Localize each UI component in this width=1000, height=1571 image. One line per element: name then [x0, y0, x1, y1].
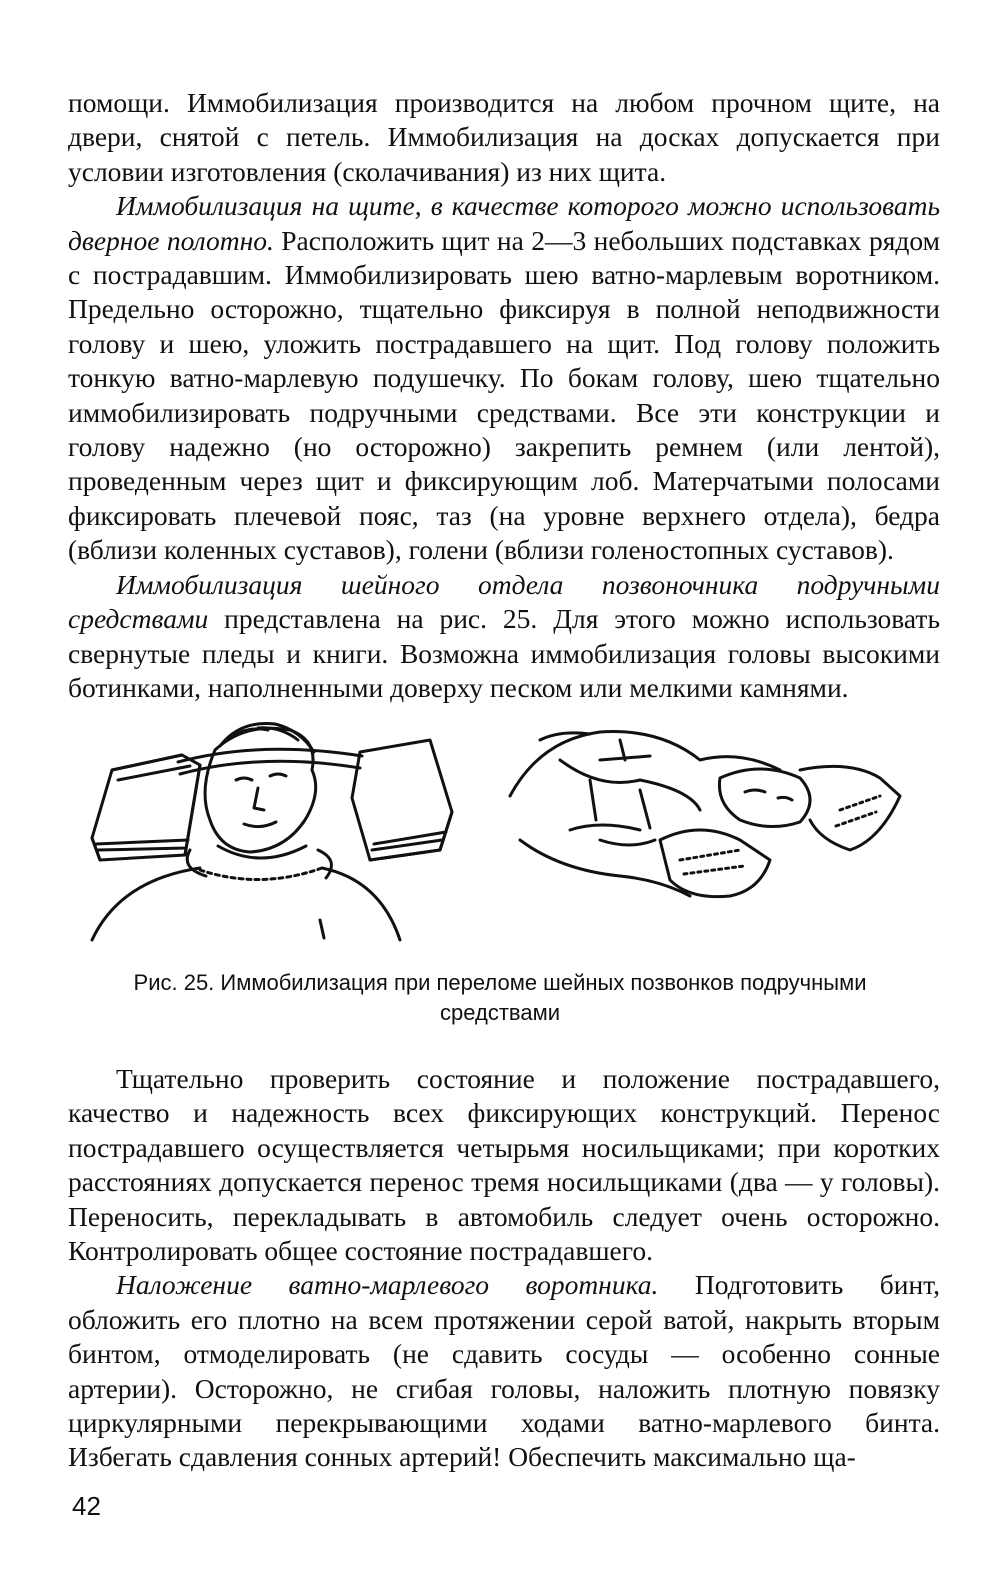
figure-caption: Рис. 25. Иммобилизация при переломе шейных позвонков подручными средствами — [133, 970, 867, 1025]
paragraph-lead-italic: Наложение ватно-марлевого воротника. — [116, 1269, 659, 1301]
paragraph-body: Подготовить бинт, обложить его плотно на всем протяжении серой ватой, накрыть вторым бинтом, отмоделировать (не сдавить сосуды — особенно сонные артерии). Осторожно, не сгибая головы, наложить плотную повязку циркулярными перекрывающими ходами ватно-марлевого бинта. Избегать сдавления сонных артерий! Обеспечить максимально ща- — [68, 1269, 940, 1473]
paragraph-body: Расположить щит на 2—3 небольших подставках рядом с пострадавшим. Иммобилизировать шею ватно-марлевым воротником. Предельно осторожно, тщательно фиксируя в полной неподвижности голову и шею, уложить пострадавшего на щит. Под голову положить тонкую ватно-марлевую подушечку. По бокам голову, шею тщательно иммобилизировать подручными средствами. Все эти конструкции и голову надежно (но осторожно) закрепить ремнем (или лентой), проведенным через щит и фиксирующим лоб. Матерчатыми полосами фиксировать плечевой пояс, таз (на уровне верхнего отдела), бедра (вблизи коленных суставов), голени (вблизи голеностопных суставов). — [68, 224, 940, 566]
paragraph-check-and-transport: Тщательно проверить состояние и положение пострадавшего, качество и надежность всех фиксирующих конструкций. Перенос пострадавшего осуществляется четырьмя носильщиками; при коротких расстояниях допускается перенос тремя носильщиками (два — у головы). Переносить, перекладывать в автомобиль следует очень осторожно. Контролировать общее состояние пострадавшего. — [68, 1063, 940, 1267]
paragraph-immobilization-board — [68, 189, 940, 567]
figure-drawing — [0, 700, 1000, 955]
page-number: 42 — [72, 1491, 101, 1521]
text-block-bottom — [68, 1062, 940, 1475]
paragraph-collar-application — [68, 1268, 940, 1474]
paragraph-lead-italic: Иммобилизация на щите, в качестве которого можно использовать дверное полотно. — [68, 190, 940, 256]
paragraph-continuation: помощи. Иммобилизация производится на любом прочном щите, на двери, снятой с петель. Иммобилизация на досках допускается при условии изготовления (сколачивания) из них щита. — [68, 87, 940, 187]
right-illustration-body-with-boots — [510, 732, 900, 897]
paragraph-improvised-means — [68, 568, 940, 706]
left-illustration-head-with-books — [92, 723, 452, 940]
figure-25-illustration — [0, 700, 1000, 955]
paragraph-body: представлена на рис. 25. Для этого можно использовать свернутые пледы и книги. Возможна иммобилизация головы высокими ботинками, наполненными доверху песком или мелкими камнями. — [68, 603, 940, 703]
paragraph-lead-italic: Иммобилизация шейного отдела позвоночника подручными средствами — [68, 568, 940, 635]
text-block-top — [68, 86, 940, 705]
